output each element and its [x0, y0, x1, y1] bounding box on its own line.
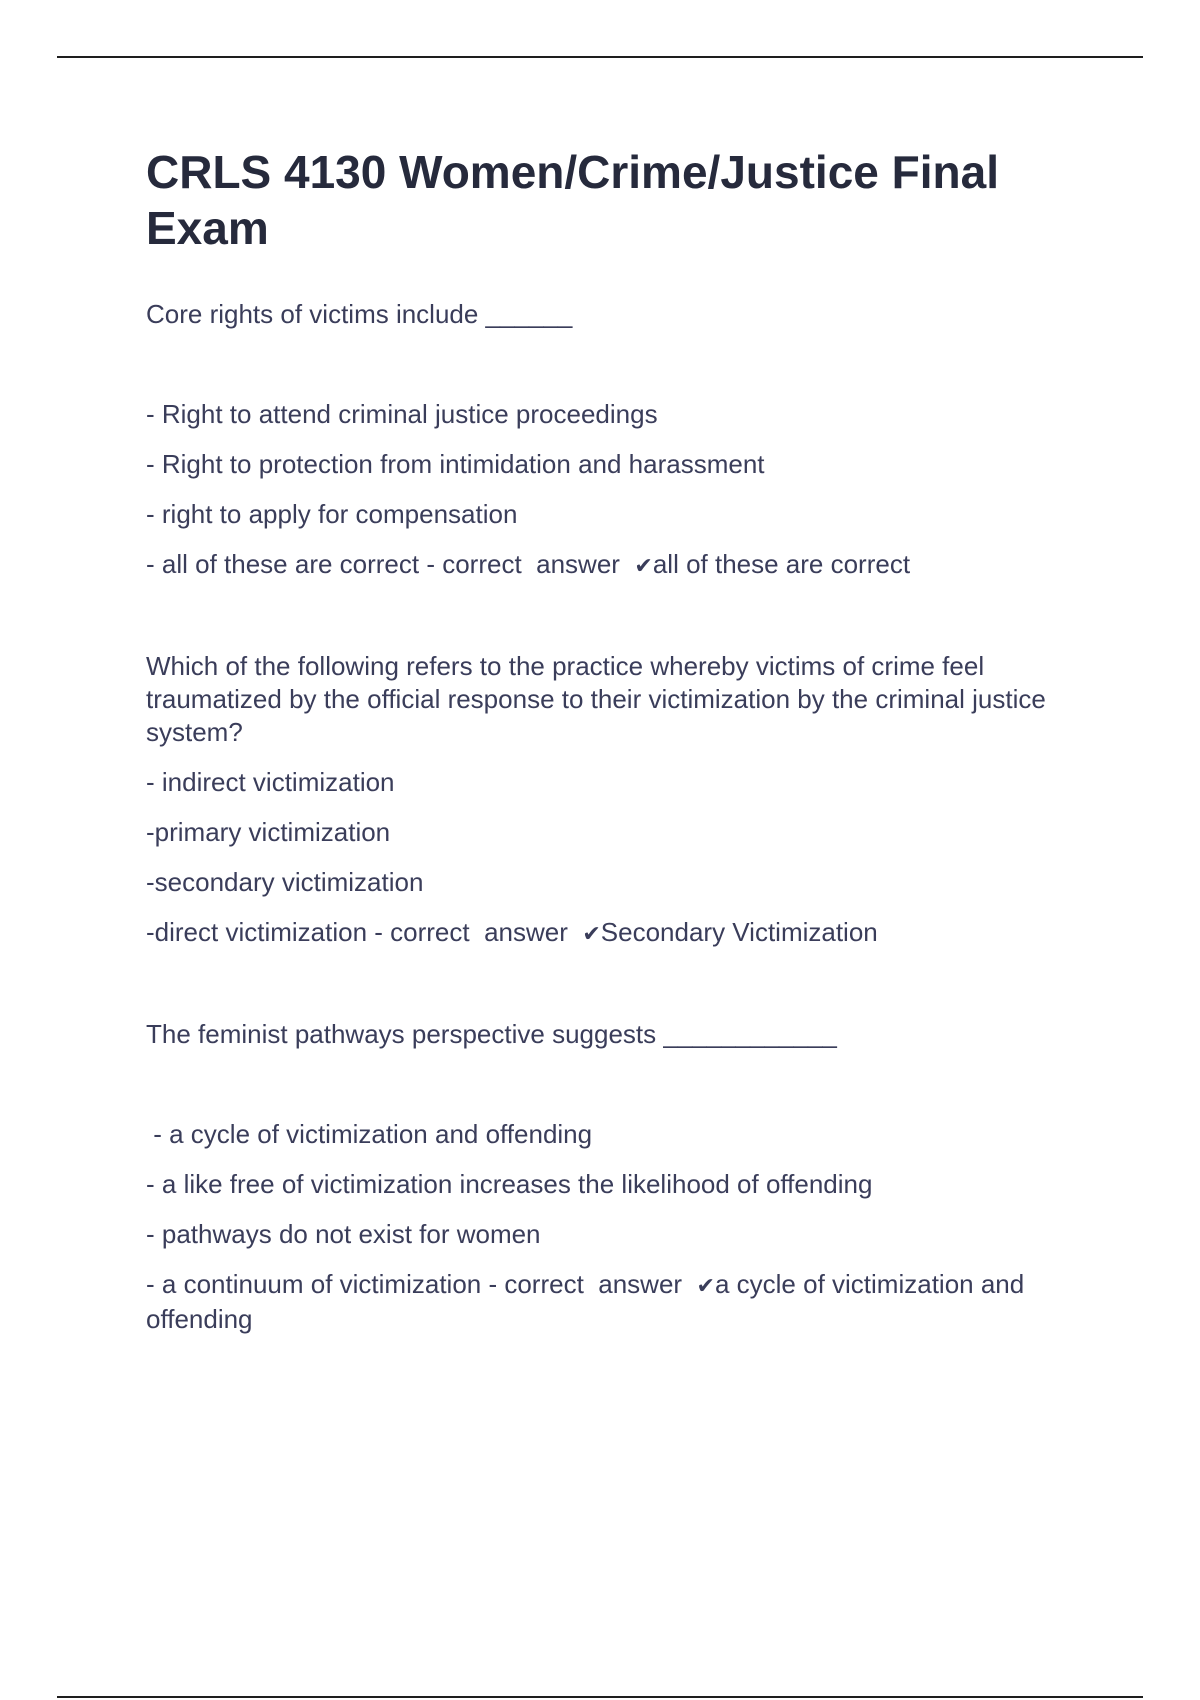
- question-2-option-4-with-answer: [146, 916, 1096, 951]
- question-1-option-4: - all of these are correct - correct answer: [146, 549, 635, 579]
- question-2-option-4: -direct victimization - correct answer: [146, 917, 583, 947]
- question-1-prompt: Core rights of victims include ______: [146, 299, 573, 329]
- question-3-option-4-with-answer: [146, 1268, 1096, 1336]
- question-3-options: [146, 1118, 1096, 1336]
- question-3-prompt: The feminist pathways perspective suggests ____________: [146, 1019, 837, 1049]
- check-icon: ✔: [634, 554, 653, 579]
- question-3-option-4: - a continuum of victimization - correct answer: [146, 1269, 697, 1299]
- question-1-option-3: - right to apply for compensation: [146, 499, 518, 529]
- document-body: [146, 144, 1096, 1336]
- question-2-option-3: -secondary victimization: [146, 867, 424, 897]
- question-3-option-2: - a like free of victimization increases the likelihood of offending: [146, 1169, 873, 1199]
- bottom-divider: [57, 1696, 1143, 1698]
- question-3-option-3: - pathways do not exist for women: [146, 1219, 541, 1249]
- document-title: CRLS 4130 Women/Crime/Justice Final Exam: [146, 146, 999, 254]
- question-1-option-2: - Right to protection from intimidation and harassment: [146, 449, 765, 479]
- top-divider: [57, 56, 1143, 58]
- question-1-option-1: - Right to attend criminal justice proceedings: [146, 399, 658, 429]
- question-3-answer: a cycle of victimization and offending: [146, 1269, 1032, 1334]
- check-icon: ✔: [696, 1274, 715, 1299]
- question-2-prompt: Which of the following refers to the practice whereby victims of crime feel traumatized by the official response to their victimization by the criminal justice system?: [146, 651, 1046, 747]
- question-1-options: [146, 398, 1096, 583]
- question-2-options: [146, 766, 1096, 951]
- check-icon: ✔: [582, 922, 601, 947]
- question-2-option-2: -primary victimization: [146, 817, 391, 847]
- question-1-answer: all of these are correct: [652, 549, 911, 579]
- question-2-option-1: - indirect victimization: [146, 767, 395, 797]
- question-1-option-4-with-answer: [146, 548, 1096, 583]
- question-2-answer: Secondary Victimization: [600, 917, 878, 947]
- question-3-option-1: - a cycle of victimization and offending: [146, 1119, 593, 1149]
